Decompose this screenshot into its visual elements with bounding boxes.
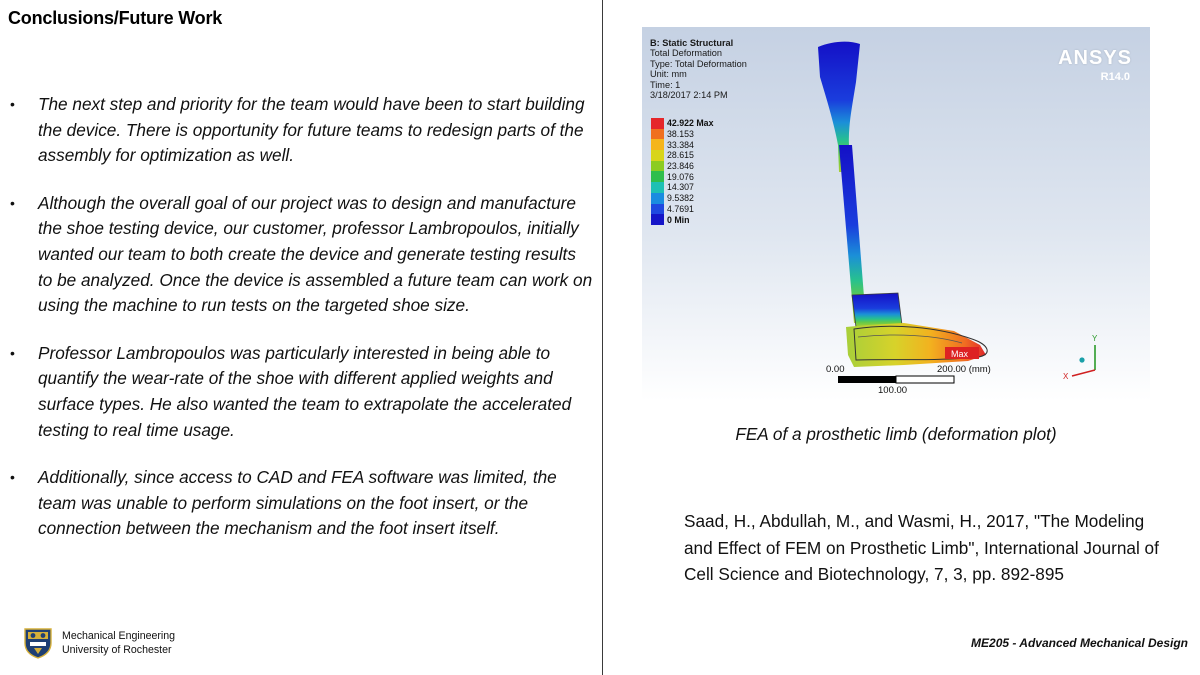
slide-title: Conclusions/Future Work [8, 8, 223, 28]
legend-swatch [651, 171, 664, 182]
course-label: ME205 - Advanced Mechanical Design [971, 636, 1188, 650]
bullet-item [8, 341, 593, 443]
legend-swatch [651, 118, 664, 129]
scale-mid-label: 100.00 [878, 385, 908, 396]
bullet-item [8, 465, 593, 542]
result-date: 3/18/2017 2:14 PM [650, 90, 728, 101]
legend-value: 38.153 [667, 129, 694, 140]
result-time: Time: 1 [650, 79, 681, 90]
legend-value: 19.076 [667, 171, 694, 182]
bullet-marker: • [10, 194, 15, 211]
legend-swatch [651, 193, 664, 204]
legend-swatch [651, 204, 664, 215]
legend-swatch [651, 182, 664, 193]
bullet-list [8, 92, 593, 564]
color-legend [651, 118, 713, 225]
legend-value: 14.307 [667, 182, 694, 193]
citation-reference: Saad, H., Abdullah, M., and Wasmi, H., 2017, "The Modeling and Effect of FEM on Prosthetic Limb", International Journal of Cell Science and Biotechnology, 7, 3, pp. 892-895 [684, 511, 1159, 584]
scale-start-label: 0.00 [826, 364, 845, 375]
legend-swatch [651, 129, 664, 140]
legend-value: 23.846 [667, 161, 694, 172]
analysis-name: B: Static Structural [650, 38, 734, 48]
bullet-marker: • [10, 96, 15, 112]
ansys-version: R14.0 [1100, 71, 1130, 83]
ansys-logo: ANSYS [1058, 47, 1132, 69]
fea-deformation-plot [642, 27, 1150, 401]
legend-swatch [651, 150, 664, 161]
legend-value: 4.7691 [667, 203, 694, 214]
axis-x-label: X [1063, 372, 1069, 381]
bullet-text: Additionally, since access to CAD and FEA software was limited, the team was unable to perform simulations on the foot insert, or the connection between the mechanism and the foot insert itself. [38, 467, 557, 539]
fea-info-panel [650, 38, 747, 100]
university-shield-icon [24, 627, 52, 659]
department-label [62, 629, 175, 657]
bullet-text: Although the overall goal of our project was to design and manufacture the shoe testing device, our customer, professor Lambropoulos, initially wanted our team to both create the device and generate testing results to be analyzed. Once the device is assembled a future team can work on using the machine to run tests on the targeted shoe size. [38, 192, 593, 316]
axis-y-label: Y [1092, 334, 1098, 343]
column-divider [602, 0, 603, 675]
bullet-item [8, 191, 593, 319]
legend-swatch [651, 161, 664, 172]
figure-caption: FEA of a prosthetic limb (deformation plot) [735, 424, 1057, 444]
result-unit: Unit: mm [650, 69, 687, 80]
scale-end-label: 200.00 (mm) [937, 364, 991, 375]
university-name: University of Rochester [62, 644, 172, 656]
legend-max-label: 42.922 Max [667, 118, 714, 129]
legend-value: 33.384 [667, 139, 694, 150]
legend-min-label: 0 Min [667, 214, 690, 225]
department-name: Mechanical Engineering [62, 630, 176, 642]
legend-swatch [651, 139, 664, 150]
legend-value: 28.615 [667, 150, 694, 161]
result-type: Type: Total Deformation [650, 58, 747, 69]
bullet-marker: • [10, 469, 15, 486]
legend-swatch [651, 214, 664, 225]
bullet-text: The next step and priority for the team would have been to start building the device. There is opportunity for future teams to redesign parts of the assembly for optimization as well. [38, 94, 585, 166]
bullet-item [8, 92, 593, 169]
result-name: Total Deformation [650, 48, 723, 59]
bullet-marker: • [10, 344, 15, 361]
max-marker-label: Max [951, 349, 969, 359]
bullet-text: Professor Lambropoulos was particularly interested in being able to quantify the wear-rate of the shoe with different applied weights and surface types. He also wanted the team to extrapolate the accelerated testing to real time usage. [38, 342, 572, 440]
legend-value: 9.5382 [667, 193, 694, 204]
